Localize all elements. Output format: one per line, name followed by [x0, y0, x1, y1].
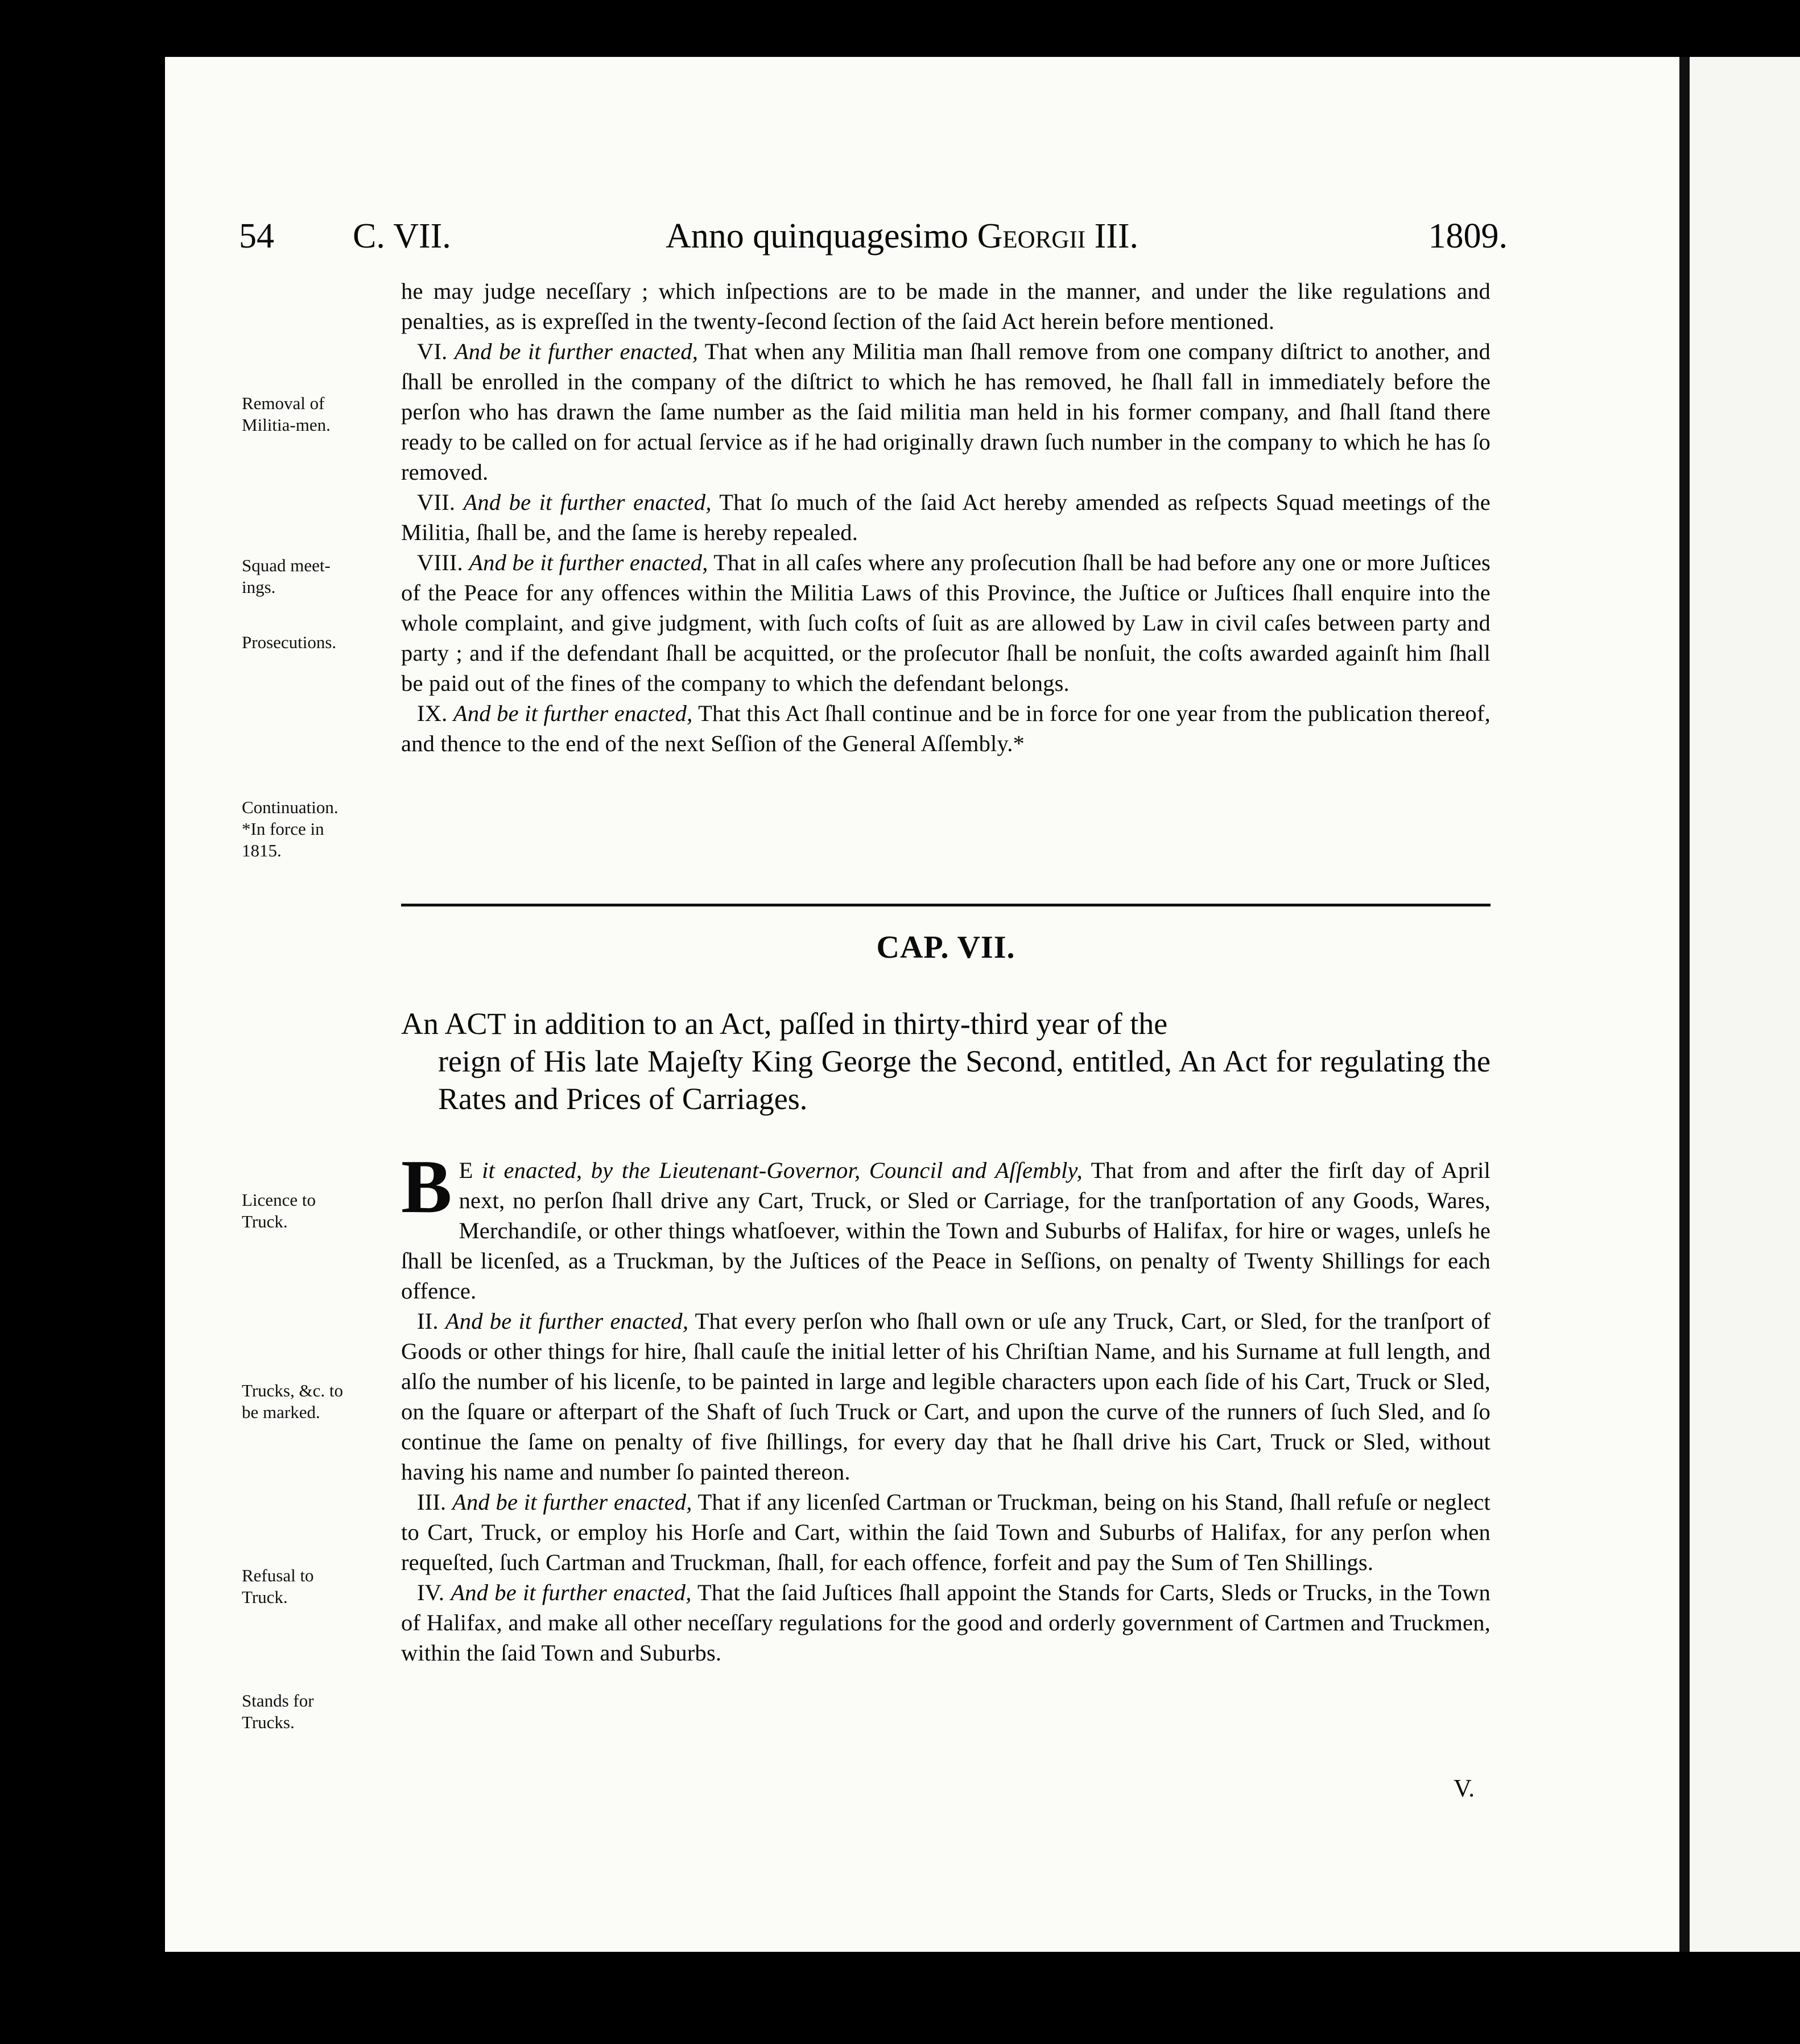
- margin-note-prosecutions: [242, 632, 384, 653]
- section-divider: [401, 904, 1491, 906]
- margin-note-line: Squad meet-: [242, 555, 331, 575]
- margin-note-licence: [242, 1189, 384, 1233]
- margin-note-refusal: [242, 1565, 384, 1608]
- title-suffix: III.: [1094, 217, 1139, 256]
- section-text: That every perſon who ſhall own or uſe any Truck, Cart, or Sled, for the tranſport of Goods or other things for hire, ſhall cauſe the initial letter of his Chriſtian Name, and his Surname at full length, and alſo the number of his licenſe, to be painted in large and legible characters upon each ſide of his Cart, Truck or Sled, on the ſquare or afterpart of the Shaft of ſuch Truck or Cart, and upon the curve of the runners of ſuch Sled, and ſo continue the ſame on penalty of five ſhillings, for every day that he ſhall drive his Cart, Truck or Sled, without having his name and number ſo painted thereon.: [401, 1308, 1491, 1485]
- margin-note-line: Removal of: [242, 393, 325, 413]
- act-title: [401, 1005, 1491, 1118]
- act-title-continuation: reign of His late Majeſty King George the Second, entitled, An Act for regulating the Rates and Prices of Carriages.: [438, 1044, 1491, 1116]
- margin-note-line: *In force in: [242, 819, 324, 839]
- act-title-line-1: An ACT in addition to an Act, paſſed in thirty-third year of the: [401, 1007, 1168, 1041]
- catchword: V.: [1454, 1774, 1475, 1802]
- margin-note-line: Trucks, &c. to: [242, 1380, 343, 1400]
- margin-note-line: ings.: [242, 577, 276, 597]
- paragraph-continuation: [401, 276, 1491, 336]
- section-number: II.: [417, 1308, 445, 1334]
- section-text: That in all caſes where any proſecution ſhall be had before any one or more Juſtices of the Peace for any offences within the Militia Laws of this Province, the Juſtice or Juſtices ſhall enquire into the whole complaint, and give judgment, with ſuch coſts of ſuit as are allowed by Law in civil caſes between party and party ; and if the defendant ſhall be acquitted, or the proſecutor ſhall be nonſuit, the coſts awarded againſt him ſhall be paid out of the fines of the company to which the defendant belongs.: [401, 550, 1491, 696]
- paragraph-text: he may judge neceſſary ; which inſpections are to be made in the manner, and under the like regulations and penalties, as is expreſſed in the twenty-ſecond ſection of the ſaid Act herein before mentioned.: [401, 278, 1491, 334]
- running-head: [239, 211, 1508, 262]
- page-gutter: [1679, 57, 1690, 1952]
- section-vi: [401, 336, 1491, 487]
- margin-note-continuation: [242, 797, 384, 862]
- lower-section: [401, 1144, 1491, 1668]
- section-text: That if any licenſed Cartman or Truckman, being on his Stand, ſhall refuſe or neglect to Cart, Truck, or employ his Horſe and Cart, within the ſaid Town and Suburbs of Halifax, for any perſon when requeſted, ſuch Cartman and Truckman, ſhall, for each offence, forfeit and pay the Sum of Ten Shillings.: [401, 1489, 1491, 1575]
- margin-note-line: Truck.: [242, 1211, 288, 1231]
- margin-note-removal: [242, 393, 384, 436]
- section-number: IV.: [417, 1580, 451, 1605]
- section-number: VI.: [417, 339, 455, 364]
- section-text: That the ſaid Juſtices ſhall appoint the Stands for Carts, Sleds or Trucks, in the Town of Halifax, and make all other neceſſary regulations for the good and orderly government of Cartmen and Truckmen, within the ſaid Town and Suburbs.: [401, 1580, 1491, 1666]
- margin-note-line: Continuation.: [242, 797, 338, 817]
- title-king: Georgii: [977, 217, 1086, 256]
- section-viii: [401, 547, 1491, 698]
- enacting-clause: And be it further enacted,: [454, 339, 699, 364]
- margin-note-trucks-marked: [242, 1380, 384, 1423]
- section-i: [401, 1144, 1491, 1306]
- margin-note-line: be marked.: [242, 1402, 320, 1422]
- section-text: That ſo much of the ſaid Act hereby amended as reſpects Squad meetings of the Militia, ſhall be, and the ſame is hereby repealed.: [401, 489, 1491, 545]
- facing-page-edge: [1690, 57, 1800, 1952]
- drop-cap: B: [401, 1144, 452, 1229]
- chapter-number: C. VII.: [353, 217, 451, 256]
- section-number: VII.: [417, 489, 464, 515]
- section-text: That when any Militia man ſhall remove from one company diſtrict to another, and ſhall be enrolled in the company of the diſtrict to which he has removed, he ſhall fall in immediately before the perſon who has drawn the ſame number as the ſaid militia man held in his former company, and ſhall ſtand there ready to be called on for actual ſervice as if he had originally drawn ſuch number in the company to which he has ſo removed.: [401, 339, 1491, 485]
- opening-letter: E: [459, 1157, 473, 1183]
- section-number: III.: [417, 1489, 453, 1515]
- page-number: 54: [239, 217, 274, 256]
- section-number: VIII.: [417, 550, 469, 575]
- section-text: That this Act ſhall continue and be in force for one year from the publication thereof, and thence to the end of the next Seſſion of the General Aſſembly.*: [401, 700, 1491, 756]
- margin-note-line: 1815.: [242, 840, 282, 860]
- section-ix: [401, 698, 1491, 759]
- margin-note-line: Militia-men.: [242, 415, 331, 435]
- margin-note-line: Prosecutions.: [242, 632, 337, 652]
- section-iii: [401, 1487, 1491, 1577]
- enacting-clause: And be it further enacted,: [452, 1489, 692, 1515]
- enacting-clause: And be it further enacted,: [445, 1308, 689, 1334]
- section-text: That from and after the firſt day of April next, no perſon ſhall drive any Cart, Truck, or Sled or Carriage, for the tranſportation of any Goods, Wares, Merchandiſe, or other things whatſoever, within the Town and Suburbs of Halifax, for hire or wages, unleſs he ſhall be licenſed, as a Truckman, by the Juſtices of the Peace in Seſſions, on penalty of Twenty Shillings for each offence.: [401, 1157, 1491, 1304]
- year: 1809.: [1428, 217, 1508, 256]
- margin-note-line: Trucks.: [242, 1712, 295, 1732]
- margin-note-line: Stands for: [242, 1691, 314, 1711]
- enacting-clause: it enacted, by the Lieutenant-Governor, Council and Aſſembly,: [473, 1157, 1083, 1183]
- chapter-heading: CAP. VII.: [876, 930, 1015, 965]
- enacting-clause: And be it further enacted,: [469, 550, 708, 575]
- section-ii: [401, 1306, 1491, 1487]
- section-iv: [401, 1577, 1491, 1668]
- regnal-title: [666, 211, 1138, 262]
- enacting-clause: And be it further enacted,: [463, 489, 712, 515]
- title-prefix: Anno quinquagesimo: [666, 217, 969, 256]
- margin-note-stands: [242, 1690, 384, 1733]
- enacting-clause: And be it further enacted,: [453, 700, 693, 726]
- section-vii: [401, 487, 1491, 547]
- margin-note-squad: [242, 555, 384, 598]
- enacting-clause: And be it further enacted,: [451, 1580, 692, 1605]
- margin-note-line: Truck.: [242, 1587, 288, 1607]
- upper-section: [401, 276, 1491, 759]
- margin-note-line: Licence to: [242, 1190, 316, 1210]
- section-number: IX.: [417, 700, 453, 726]
- margin-note-line: Refusal to: [242, 1565, 314, 1585]
